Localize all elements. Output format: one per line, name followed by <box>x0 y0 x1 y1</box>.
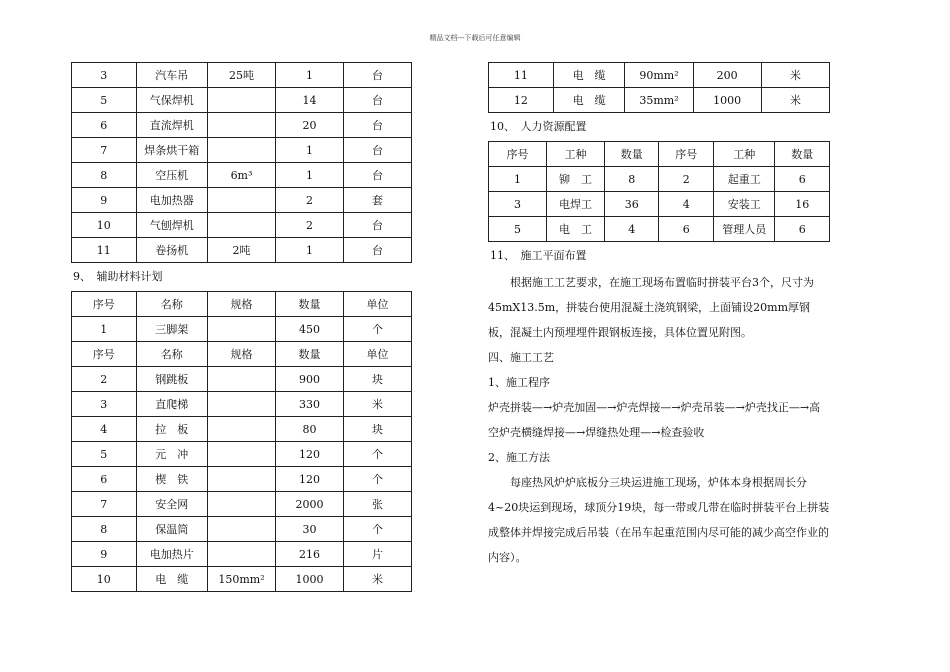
table-cell: 2000 <box>275 492 343 517</box>
table-cell: 电 缆 <box>553 88 625 113</box>
table-cell: 2 <box>659 167 714 192</box>
table-cell: 3 <box>489 192 547 217</box>
table-cell <box>207 317 275 342</box>
table-cell: 216 <box>275 542 343 567</box>
table-cell <box>207 542 275 567</box>
table-cell: 铆 工 <box>546 167 604 192</box>
table-cell: 6 <box>72 467 137 492</box>
table-cell: 管理人员 <box>714 217 775 242</box>
table-cell: 1 <box>489 167 547 192</box>
table-cell <box>207 442 275 467</box>
material-row <box>72 317 412 342</box>
table-cell: 卷扬机 <box>136 238 207 263</box>
table-cell: 台 <box>343 113 411 138</box>
table-cell <box>207 517 275 542</box>
table-cell: 5 <box>72 442 137 467</box>
table-cell <box>207 138 275 163</box>
table-cell: 气刨焊机 <box>136 213 207 238</box>
table-cell: 气保焊机 <box>136 88 207 113</box>
table-cell: 6 <box>775 167 830 192</box>
table-cell: 11 <box>72 238 137 263</box>
header-cell: 数量 <box>275 292 343 317</box>
table-cell <box>207 467 275 492</box>
equipment-row <box>72 188 412 213</box>
cable-row <box>489 63 830 88</box>
table-header-row <box>489 142 830 167</box>
table-cell: 1000 <box>693 88 761 113</box>
table-cell: 4 <box>659 192 714 217</box>
table-cell <box>207 188 275 213</box>
header-cell: 数量 <box>775 142 830 167</box>
header-cell: 规格 <box>207 292 275 317</box>
table-cell: 200 <box>693 63 761 88</box>
table-cell: 9 <box>72 542 137 567</box>
equipment-row <box>72 213 412 238</box>
table-cell: 片 <box>343 542 411 567</box>
material-row <box>72 467 412 492</box>
table-cell: 7 <box>72 138 137 163</box>
table-cell: 保温筒 <box>136 517 207 542</box>
table-cell: 10 <box>72 213 137 238</box>
table-cell: 楔 铁 <box>136 467 207 492</box>
table-cell: 6m³ <box>207 163 275 188</box>
table-cell: 1000 <box>275 567 343 592</box>
table-cell: 14 <box>275 88 343 113</box>
left-column <box>71 62 412 592</box>
table-cell: 汽车吊 <box>136 63 207 88</box>
table-cell: 电焊工 <box>546 192 604 217</box>
section-4-sub1-text: 炉壳拼装—→炉壳加固—→炉壳焊接—→炉壳吊装—→炉壳找正—→高空炉壳横缝焊接—→焊缝热处理—→检查验收 <box>488 401 821 439</box>
table-cell: 拉 板 <box>136 417 207 442</box>
table-cell <box>207 417 275 442</box>
table-cell: 1 <box>275 163 343 188</box>
section-4-sub2-title: 2、施工方法 <box>488 451 550 464</box>
table-cell: 11 <box>489 63 554 88</box>
table-cell: 直爬梯 <box>136 392 207 417</box>
equipment-row <box>72 113 412 138</box>
table-cell: 6 <box>775 217 830 242</box>
section-11-body <box>488 270 830 570</box>
personnel-row <box>489 192 830 217</box>
table-cell: 8 <box>72 163 137 188</box>
table-cell: 2 <box>275 188 343 213</box>
table-cell: 个 <box>343 467 411 492</box>
table-cell: 直流焊机 <box>136 113 207 138</box>
table-cell: 个 <box>343 442 411 467</box>
table-cell: 1 <box>275 138 343 163</box>
cable-table <box>488 62 830 113</box>
table-cell <box>207 113 275 138</box>
table-cell: 空压机 <box>136 163 207 188</box>
table-cell: 80 <box>275 417 343 442</box>
section-9-title: 9、 辅助材料计划 <box>73 270 163 283</box>
table-cell: 2 <box>275 213 343 238</box>
table-cell: 台 <box>343 138 411 163</box>
table-cell: 450 <box>275 317 343 342</box>
table-cell: 安装工 <box>714 192 775 217</box>
table-cell: 米 <box>343 567 411 592</box>
table-cell: 安全网 <box>136 492 207 517</box>
table-cell: 电 缆 <box>553 63 625 88</box>
table-cell: 张 <box>343 492 411 517</box>
material-row <box>72 517 412 542</box>
personnel-row <box>489 167 830 192</box>
table-cell: 钢跳板 <box>136 367 207 392</box>
header-cell: 名称 <box>136 292 207 317</box>
material-row <box>72 392 412 417</box>
table-cell: 90mm² <box>625 63 693 88</box>
table-cell: 米 <box>343 392 411 417</box>
header-cell: 序号 <box>72 292 137 317</box>
table-cell: 1 <box>72 317 137 342</box>
table-cell: 焊条烘干箱 <box>136 138 207 163</box>
table-cell: 4 <box>72 417 137 442</box>
table-cell: 块 <box>343 367 411 392</box>
material-row <box>72 492 412 517</box>
section-11-title: 11、 施工平面布置 <box>490 249 587 262</box>
material-row <box>72 542 412 567</box>
table-cell: 电 工 <box>546 217 604 242</box>
human-resources-table <box>488 141 830 242</box>
table-cell: 5 <box>489 217 547 242</box>
material-row <box>72 442 412 467</box>
equipment-row <box>72 138 412 163</box>
table-cell: 台 <box>343 238 411 263</box>
header-cell: 序号 <box>489 142 547 167</box>
header-cell: 单位 <box>343 292 411 317</box>
equipment-table <box>71 62 412 263</box>
table-cell: 330 <box>275 392 343 417</box>
table-cell <box>207 88 275 113</box>
header-cell: 数量 <box>604 142 659 167</box>
table-cell: 三脚架 <box>136 317 207 342</box>
table-cell: 数量 <box>275 342 343 367</box>
table-cell: 套 <box>343 188 411 213</box>
equipment-row <box>72 88 412 113</box>
table-cell: 个 <box>343 317 411 342</box>
table-cell: 1 <box>275 63 343 88</box>
table-cell: 单位 <box>343 342 411 367</box>
table-header-row <box>72 292 412 317</box>
table-cell: 900 <box>275 367 343 392</box>
table-cell: 36 <box>604 192 659 217</box>
table-cell: 25吨 <box>207 63 275 88</box>
table-cell: 7 <box>72 492 137 517</box>
equipment-row <box>72 238 412 263</box>
table-cell: 2吨 <box>207 238 275 263</box>
auxiliary-materials-table <box>71 291 412 592</box>
personnel-row <box>489 217 830 242</box>
table-cell: 米 <box>761 88 829 113</box>
header-cell: 序号 <box>659 142 714 167</box>
table-cell <box>207 492 275 517</box>
table-cell: 20 <box>275 113 343 138</box>
table-cell: 3 <box>72 392 137 417</box>
equipment-row <box>72 63 412 88</box>
table-cell: 9 <box>72 188 137 213</box>
table-cell: 1 <box>275 238 343 263</box>
table-cell: 8 <box>72 517 137 542</box>
table-cell: 台 <box>343 163 411 188</box>
table-cell: 块 <box>343 417 411 442</box>
table-cell: 电 缆 <box>136 567 207 592</box>
table-cell: 名称 <box>136 342 207 367</box>
table-cell: 120 <box>275 467 343 492</box>
table-cell: 3 <box>72 63 137 88</box>
table-cell: 台 <box>343 213 411 238</box>
table-cell: 规格 <box>207 342 275 367</box>
table-cell: 16 <box>775 192 830 217</box>
header-cell: 工种 <box>546 142 604 167</box>
material-row <box>72 417 412 442</box>
section-4-sub2-text: 每座热风炉炉底板分三块运进施工现场，炉体本身根据周长分4~20块运到现场，球顶分19块，每一带或几带在临时拼装平台上拼装成整体并焊接完成后吊装（在吊车起重范围内尽可能的减少高空作业的内容）。 <box>488 476 830 564</box>
material-row <box>72 367 412 392</box>
cable-row <box>489 88 830 113</box>
section-4-title: 四、施工工艺 <box>488 351 554 364</box>
table-cell: 电加热器 <box>136 188 207 213</box>
table-cell: 10 <box>72 567 137 592</box>
equipment-row <box>72 163 412 188</box>
table-cell: 120 <box>275 442 343 467</box>
table-cell: 台 <box>343 88 411 113</box>
material-row <box>72 567 412 592</box>
table-cell: 元 冲 <box>136 442 207 467</box>
table-cell: 台 <box>343 63 411 88</box>
table-cell: 电加热片 <box>136 542 207 567</box>
material-row <box>72 342 412 367</box>
section-4-sub1-title: 1、施工程序 <box>488 376 550 389</box>
table-cell: 5 <box>72 88 137 113</box>
table-cell: 150mm² <box>207 567 275 592</box>
table-cell <box>207 392 275 417</box>
table-cell: 6 <box>659 217 714 242</box>
table-cell: 起重工 <box>714 167 775 192</box>
section-11-paragraph: 根据施工工艺要求，在施工现场布置临时拼装平台3个，尺寸为45mX13.5m，拼装台使用混凝土浇筑钢梁，上面铺设20mm厚钢板，混凝土内预埋埋件跟钢板连接，具体位置见附图。 <box>488 276 814 339</box>
table-cell: 2 <box>72 367 137 392</box>
table-cell: 8 <box>604 167 659 192</box>
table-cell <box>207 367 275 392</box>
section-10-title: 10、 人力资源配置 <box>490 120 587 133</box>
table-cell: 35mm² <box>625 88 693 113</box>
table-cell: 30 <box>275 517 343 542</box>
table-cell: 6 <box>72 113 137 138</box>
table-cell: 4 <box>604 217 659 242</box>
table-cell <box>207 213 275 238</box>
table-cell: 12 <box>489 88 554 113</box>
table-cell: 序号 <box>72 342 137 367</box>
header-cell: 工种 <box>714 142 775 167</box>
page-header: 精品文档---下载后可任意编辑 <box>429 34 521 42</box>
table-cell: 米 <box>761 63 829 88</box>
right-column <box>488 62 830 570</box>
table-cell: 个 <box>343 517 411 542</box>
